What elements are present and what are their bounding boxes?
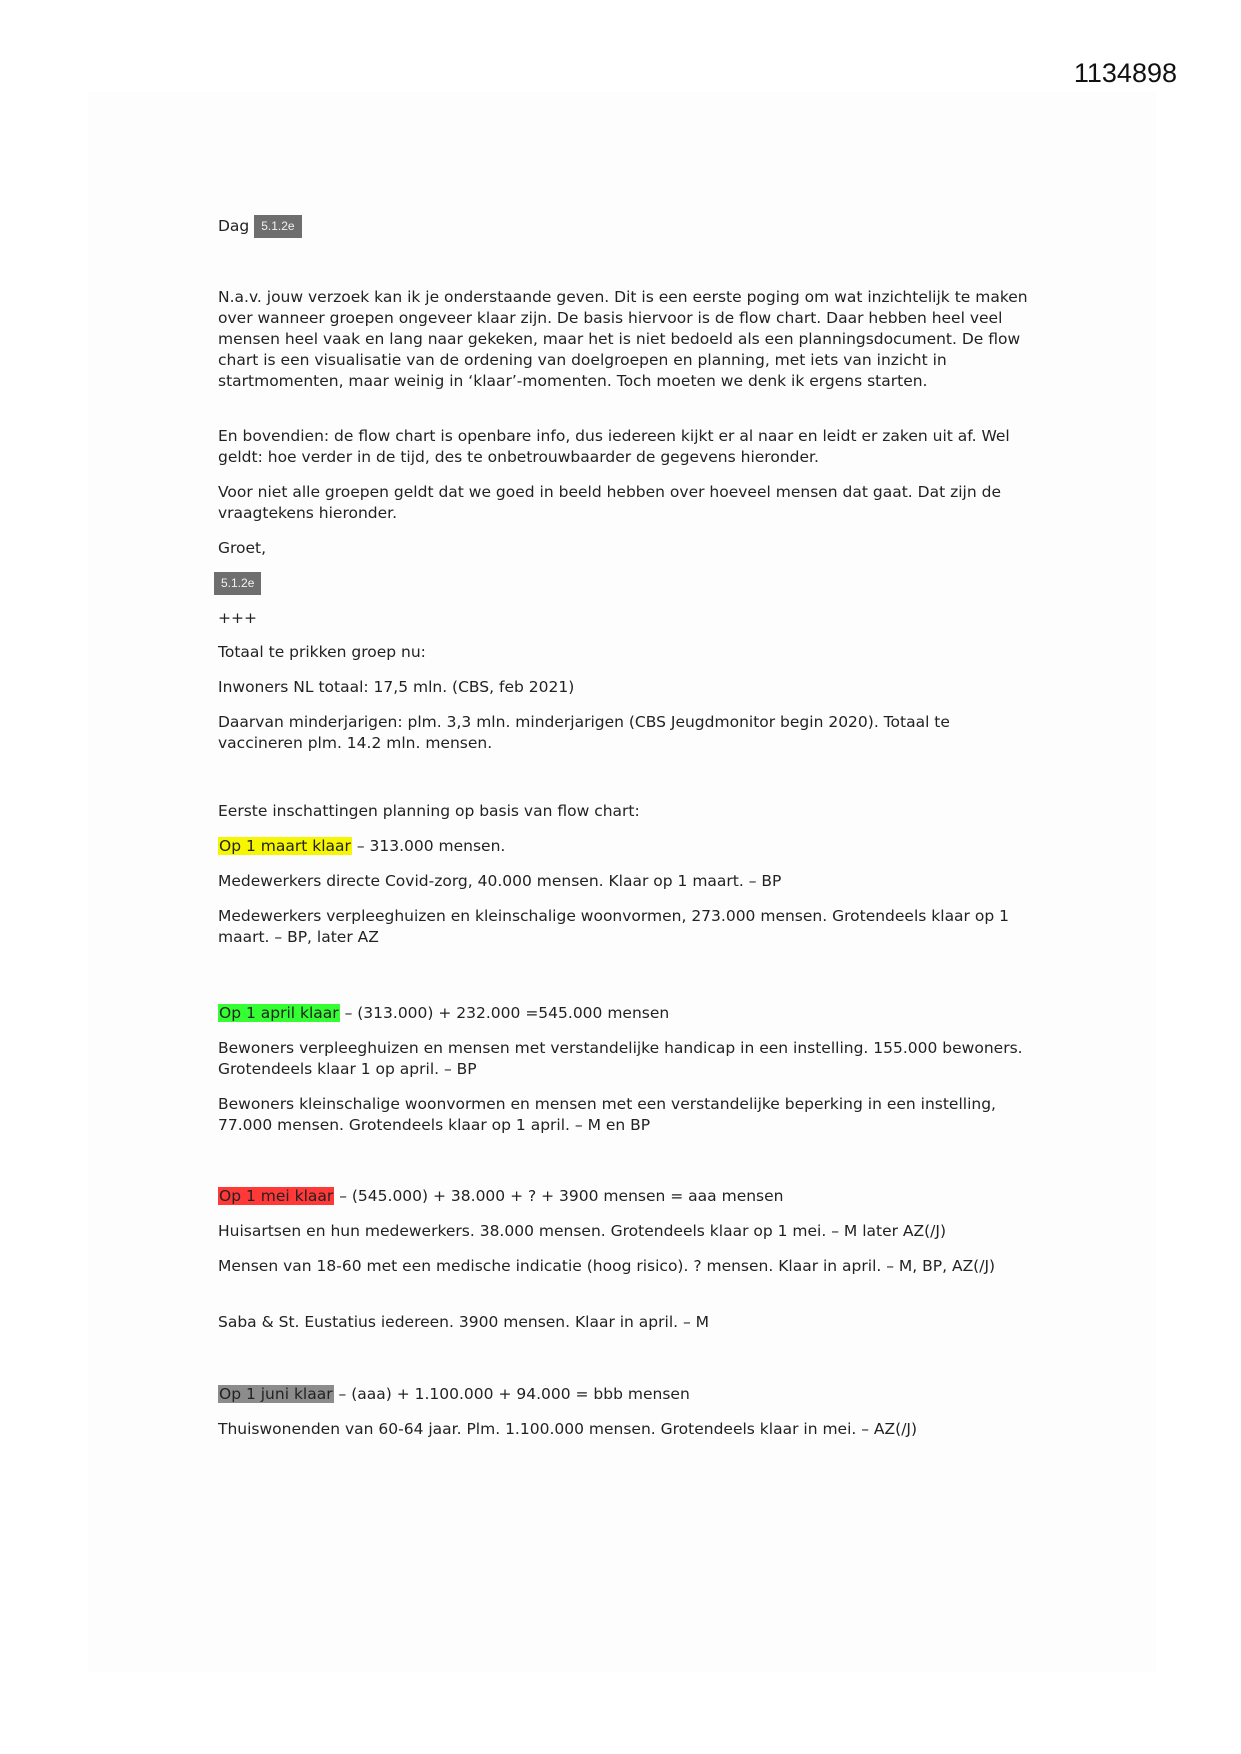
document-id: 1134898 <box>1073 58 1177 88</box>
section-may-item-1: Huisartsen en hun medewerkers. 38.000 mensen. Grotendeels klaar op 1 mei. – M later AZ(/J) <box>218 1222 947 1240</box>
section-april-item-1: Bewoners verpleeghuizen en mensen met verstandelijke handicap in een instelling. 155.000 bewoners. Grotendeels klaar 1 op april. – BP <box>218 1039 1023 1078</box>
greeting <box>218 215 302 238</box>
paragraph-uncertainty: Voor niet alle groepen geldt dat we goed in beeld hebben over hoeveel mensen dat gaat. Dat zijn de vraagtekens hieronder. <box>218 483 1001 522</box>
section-may-total: – (545.000) + 38.000 + ? + 3900 mensen = aaa mensen <box>334 1187 784 1205</box>
separator: +++ <box>218 609 257 627</box>
greeting-word: Dag <box>218 217 250 235</box>
totals-minors: Daarvan minderjarigen: plm. 3,3 mln. minderjarigen (CBS Jeugdmonitor begin 2020). Totaal te vaccineren plm. 14.2 mln. mensen. <box>218 713 950 752</box>
greeting-redaction-badge: 5.1.2e <box>254 215 301 238</box>
section-march-label: Op 1 maart klaar <box>219 837 351 855</box>
signature-redaction-wrap <box>214 572 261 595</box>
section-june-heading <box>218 1384 690 1405</box>
section-may-item-3: Saba & St. Eustatius iedereen. 3900 mensen. Klaar in april. – M <box>218 1313 710 1331</box>
section-april-heading <box>218 1003 669 1024</box>
section-may-label: Op 1 mei klaar <box>219 1187 334 1205</box>
section-june-total: – (aaa) + 1.100.000 + 94.000 = bbb mensen <box>333 1385 690 1403</box>
planning-heading: Eerste inschattingen planning op basis van flow chart: <box>218 802 640 820</box>
section-march-total: – 313.000 mensen. <box>351 837 506 855</box>
signature-redaction-badge: 5.1.2e <box>214 572 261 595</box>
section-march-item-2: Medewerkers verpleeghuizen en kleinschalige woonvormen, 273.000 mensen. Grotendeels klaar op 1 maart. – BP, later AZ <box>218 907 1009 946</box>
section-june-label: Op 1 juni klaar <box>219 1385 333 1403</box>
section-june-item-1: Thuiswonenden van 60-64 jaar. Plm. 1.100.000 mensen. Grotendeels klaar in mei. – AZ(/J) <box>218 1420 918 1438</box>
section-march-heading <box>218 836 505 857</box>
totals-heading: Totaal te prikken groep nu: <box>218 643 426 661</box>
section-april-item-2: Bewoners kleinschalige woonvormen en mensen met een verstandelijke beperking in een instelling, 77.000 mensen. Grotendeels klaar op 1 april. – M en BP <box>218 1095 996 1134</box>
paragraph-intro: N.a.v. jouw verzoek kan ik je onderstaande geven. Dit is een eerste poging om wat inzichtelijk te maken over wanneer groepen ongeveer klaar zijn. De basis hiervoor is de flow chart. Daar hebben heel veel mensen heel vaak en lang naar gekeken, maar het is niet bedoeld als een planningsdocument. De flow chart is een visualisatie van de ordening van doelgroepen en planning, met iets van inzicht in startmomenten, maar weinig in ‘klaar’-momenten. Toch moeten we denk ik ergens starten. <box>218 288 1028 390</box>
section-may-item-2: Mensen van 18-60 met een medische indicatie (hoog risico). ? mensen. Klaar in april. – M, BP, AZ(/J) <box>218 1257 996 1275</box>
totals-inhabitants: Inwoners NL totaal: 17,5 mln. (CBS, feb 2021) <box>218 678 575 696</box>
section-april-label: Op 1 april klaar <box>219 1004 339 1022</box>
section-april-total: – (313.000) + 232.000 =545.000 mensen <box>339 1004 670 1022</box>
section-may-heading <box>218 1186 784 1207</box>
paragraph-public-info: En bovendien: de flow chart is openbare info, dus iedereen kijkt er al naar en leidt er zaken uit af. Wel geldt: hoe verder in de tijd, des te onbetrouwbaarder de gegevens hieronder. <box>218 427 1010 466</box>
closing: Groet, <box>218 539 267 557</box>
section-march-item-1: Medewerkers directe Covid-zorg, 40.000 mensen. Klaar op 1 maart. – BP <box>218 872 782 890</box>
